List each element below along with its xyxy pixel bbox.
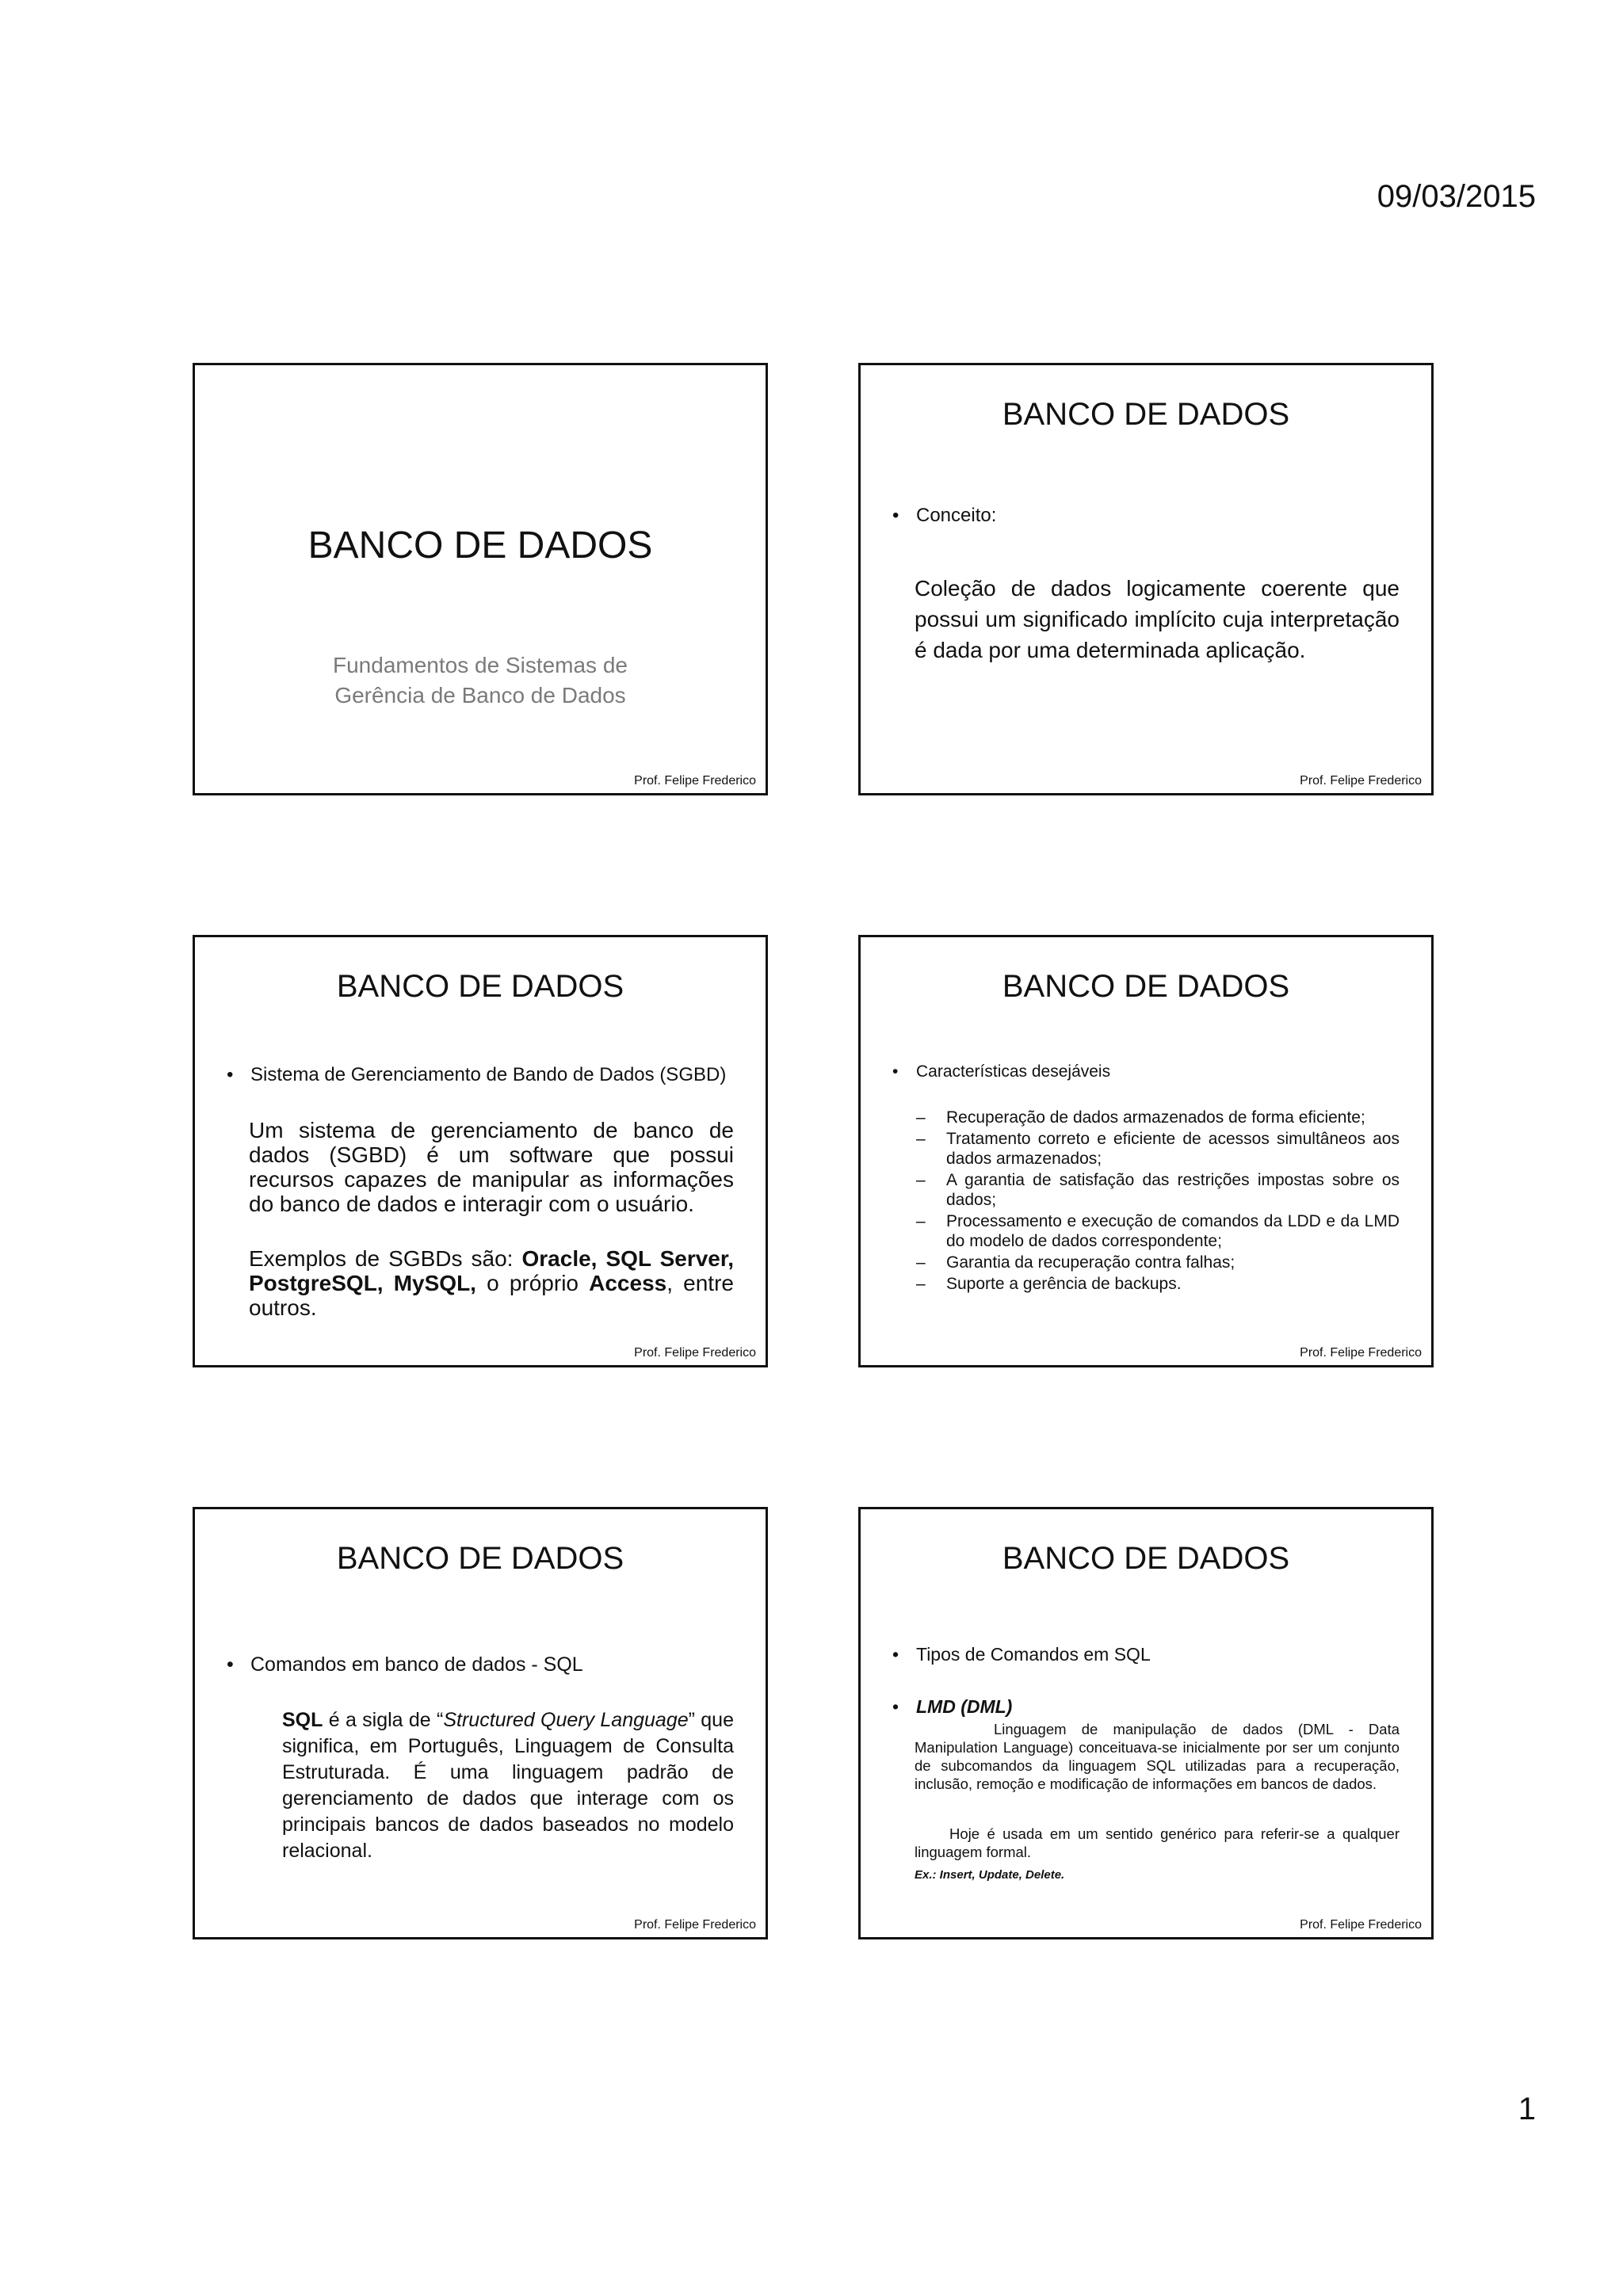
sql-text-2: ” que significa, em Português, Linguagem de Consulta Estruturada. É uma linguagem padrão de gerenciamento de dados que interage com os principais bancos de dados baseados no modelo relacional. [282,1709,734,1862]
slide-1 [193,363,768,795]
list-item-text: A garantia de satisfação das restrições impostas sobre os dados; [946,1171,1400,1209]
bullet-item-lmd [892,1696,1400,1718]
slide-3 [193,935,768,1367]
dash-icon: – [916,1171,926,1189]
list-item [916,1253,1400,1272]
bullet-icon: • [892,1062,899,1081]
dml-description: Linguagem de manipulação de dados (DML - Data Manipulation Language) conceituava-se inicialmente por ser um conjunto de subcomandos da linguagem SQL utilizadas para a recuperação, inclusão, remoção e modificação de informações em bancos de dados. [915,1721,1400,1792]
list-item-text: Tratamento correto e eficiente de acessos simultâneos aos dados armazenados; [946,1130,1400,1168]
dml-usage: Hoje é usada em um sentido genérico para referir-se a qualquer linguagem formal. [915,1825,1400,1860]
list-item-text: Suporte a gerência de backups. [946,1275,1182,1293]
list-item-text: Garantia da recuperação contra falhas; [946,1253,1235,1272]
examples-mid: o próprio [475,1271,590,1295]
bullet-item [227,1653,734,1676]
subtitle-line-1: Fundamentos de Sistemas de [333,653,628,677]
dml-examples: Ex.: Insert, Update, Delete. [915,1868,1065,1882]
dash-icon: – [916,1108,926,1127]
bullet-icon: • [892,1644,899,1665]
slide-6 [858,1507,1434,1939]
slide-footer: Prof. Felipe Frederico [634,774,756,788]
sql-paragraph [282,1707,734,1864]
list-item-text: Processamento e execução de comandos da LDD e da LMD do modelo de dados correspondente; [946,1212,1400,1250]
sgbd-examples [249,1246,734,1320]
characteristics-list [916,1108,1400,1295]
list-item [916,1211,1400,1251]
bullet-text: Comandos em banco de dados - SQL [250,1653,583,1676]
slide-5 [193,1507,768,1939]
slide-title: BANCO DE DADOS [1002,397,1290,432]
concept-paragraph: Coleção de dados logicamente coerente que possui um significado implícito cuja interpretação é dada por uma determinada aplicação. [915,576,1400,662]
slide-footer: Prof. Felipe Frederico [634,1346,756,1360]
slide-2 [858,363,1434,795]
bullet-text: Conceito: [916,505,997,526]
slide-footer: Prof. Felipe Frederico [1300,1346,1422,1360]
list-item [916,1170,1400,1210]
bullet-item [892,1644,1400,1665]
bullet-text: Características desejáveis [916,1062,1111,1081]
sgbd-paragraph: Um sistema de gerenciamento de banco de dados (SGBD) é um software que possui recursos capazes de manipular as informações do banco de dados e interagir com o usuário. [249,1118,734,1216]
bullet-icon: • [892,505,899,526]
list-item [916,1108,1400,1127]
slide-title: BANCO DE DADOS [336,969,624,1004]
subtitle-line-2: Gerência de Banco de Dados [334,683,626,707]
examples-suffix: , entre outros. [249,1271,734,1320]
examples-prefix: Exemplos de SGBDs são: [249,1246,522,1271]
slide-footer: Prof. Felipe Frederico [1300,1918,1422,1932]
bullet-item [227,1064,734,1086]
bullet-icon: • [227,1064,234,1085]
bullet-item [892,505,1400,527]
bullet-text: Tipos de Comandos em SQL [916,1644,1151,1665]
slide-4 [858,935,1434,1367]
sql-text-1: é a sigla de “ [323,1709,444,1731]
slide-title: BANCO DE DADOS [336,1541,624,1576]
bullet-icon: • [227,1653,234,1676]
sql-expansion: Structured Query Language [443,1709,689,1731]
sql-acronym: SQL [282,1709,323,1731]
dash-icon: – [916,1130,926,1148]
bullet-text: LMD (DML) [916,1696,1013,1717]
dash-icon: – [916,1253,926,1272]
slide-footer: Prof. Felipe Frederico [634,1918,756,1932]
list-item [916,1274,1400,1294]
page-date: 09/03/2015 [1377,179,1536,214]
slide-title: BANCO DE DADOS [307,524,653,566]
examples-bold-2: Access [589,1271,667,1295]
slide-title: BANCO DE DADOS [1002,969,1290,1004]
list-item-text: Recuperação de dados armazenados de forma eficiente; [946,1108,1365,1127]
bullet-item [892,1062,1400,1081]
page-number: 1 [1518,2092,1536,2126]
slide-footer: Prof. Felipe Frederico [1300,774,1422,788]
slide-subtitle [195,650,766,711]
bullet-text: Sistema de Gerenciamento de Bando de Dados (SGBD) [250,1064,727,1085]
dash-icon: – [916,1212,926,1230]
dash-icon: – [916,1275,926,1293]
examples-bold-1: Oracle, SQL Server, PostgreSQL, MySQL, [249,1246,734,1295]
slide-title: BANCO DE DADOS [1002,1541,1290,1576]
bullet-icon: • [892,1696,899,1717]
list-item [916,1129,1400,1169]
